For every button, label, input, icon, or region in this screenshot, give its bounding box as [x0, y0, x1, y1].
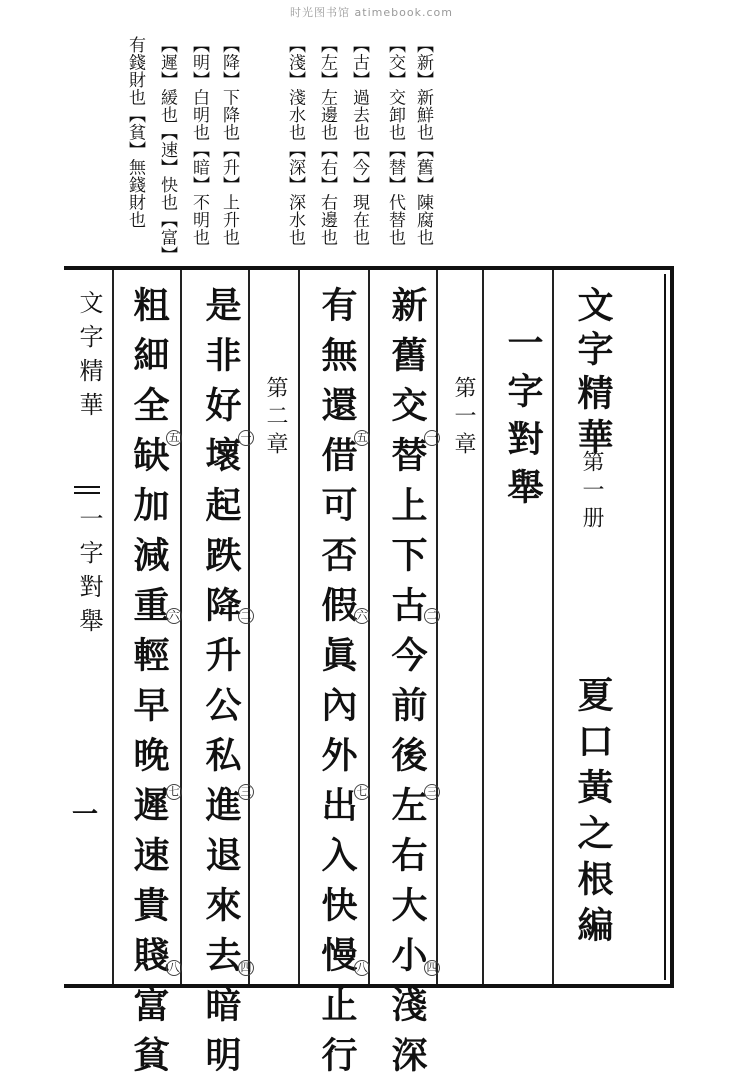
note-col-4: 【左】左邊也【右】右邊也 — [317, 36, 337, 246]
volume-label: 第一册 — [579, 450, 604, 534]
text-line-2: 有無還借可否假眞內外出入快慢止行 — [316, 286, 358, 1086]
text-line-1: 新舊交替上下古今前後左右大小淺深 — [386, 286, 428, 1086]
spine-section: 一字對舉 — [75, 506, 103, 642]
chapter-1-label: 第一章 — [451, 376, 476, 460]
group-marker: 六 — [166, 608, 182, 624]
column-rule — [436, 270, 438, 984]
group-marker: 二 — [238, 608, 254, 624]
group-marker: 一 — [424, 430, 440, 446]
section-heading: 一字對舉 — [502, 324, 544, 516]
text-line-4: 粗細全缺加減重輕早晚遲速貴賤富貧 — [128, 286, 170, 1086]
column-rule — [298, 270, 300, 984]
note-col-2: 【交】交卸也【替】代替也 — [385, 36, 405, 246]
group-marker: 三 — [238, 784, 254, 800]
group-marker: 三 — [424, 784, 440, 800]
group-marker: 七 — [354, 784, 370, 800]
group-marker: 六 — [354, 608, 370, 624]
note-col-5: 【淺】淺水也【深】深水也 — [285, 36, 305, 246]
column-rule — [368, 270, 370, 984]
watermark: 时光图书馆 atimebook.com — [290, 6, 453, 19]
group-marker: 四 — [424, 960, 440, 976]
chapter-2-label: 第二章 — [263, 376, 288, 460]
page-number: 一 — [72, 800, 99, 830]
column-rule — [552, 270, 554, 984]
text-line-3: 是非好壞起跌降升公私進退來去暗明 — [200, 286, 242, 1086]
note-col-3: 【古】過去也【今】現在也 — [349, 36, 369, 246]
column-rule — [112, 270, 114, 984]
author-line: 夏口黃之根編 — [572, 676, 614, 952]
column-rule — [180, 270, 182, 984]
book-title: 文字精華 — [572, 286, 614, 462]
group-marker: 四 — [238, 960, 254, 976]
group-marker: 五 — [354, 430, 370, 446]
group-marker: 一 — [238, 430, 254, 446]
note-col-8: 【遲】緩也【速】快也【富】 — [157, 36, 177, 264]
group-marker: 七 — [166, 784, 182, 800]
frame-inner-rule — [664, 274, 666, 980]
column-rule — [248, 270, 250, 984]
note-col-9: 有錢財也【貧】無錢財也 — [125, 36, 145, 229]
spine-divider — [74, 486, 100, 494]
group-marker: 八 — [354, 960, 370, 976]
note-col-1: 【新】新鮮也【舊】陳腐也 — [413, 36, 433, 246]
group-marker: 八 — [166, 960, 182, 976]
group-marker: 五 — [166, 430, 182, 446]
note-col-6: 【降】下降也【升】上升也 — [219, 36, 239, 246]
spine-title: 文字精華 — [75, 290, 103, 426]
column-rule — [482, 270, 484, 984]
note-col-7: 【明】白明也【暗】不明也 — [189, 36, 209, 246]
group-marker: 二 — [424, 608, 440, 624]
